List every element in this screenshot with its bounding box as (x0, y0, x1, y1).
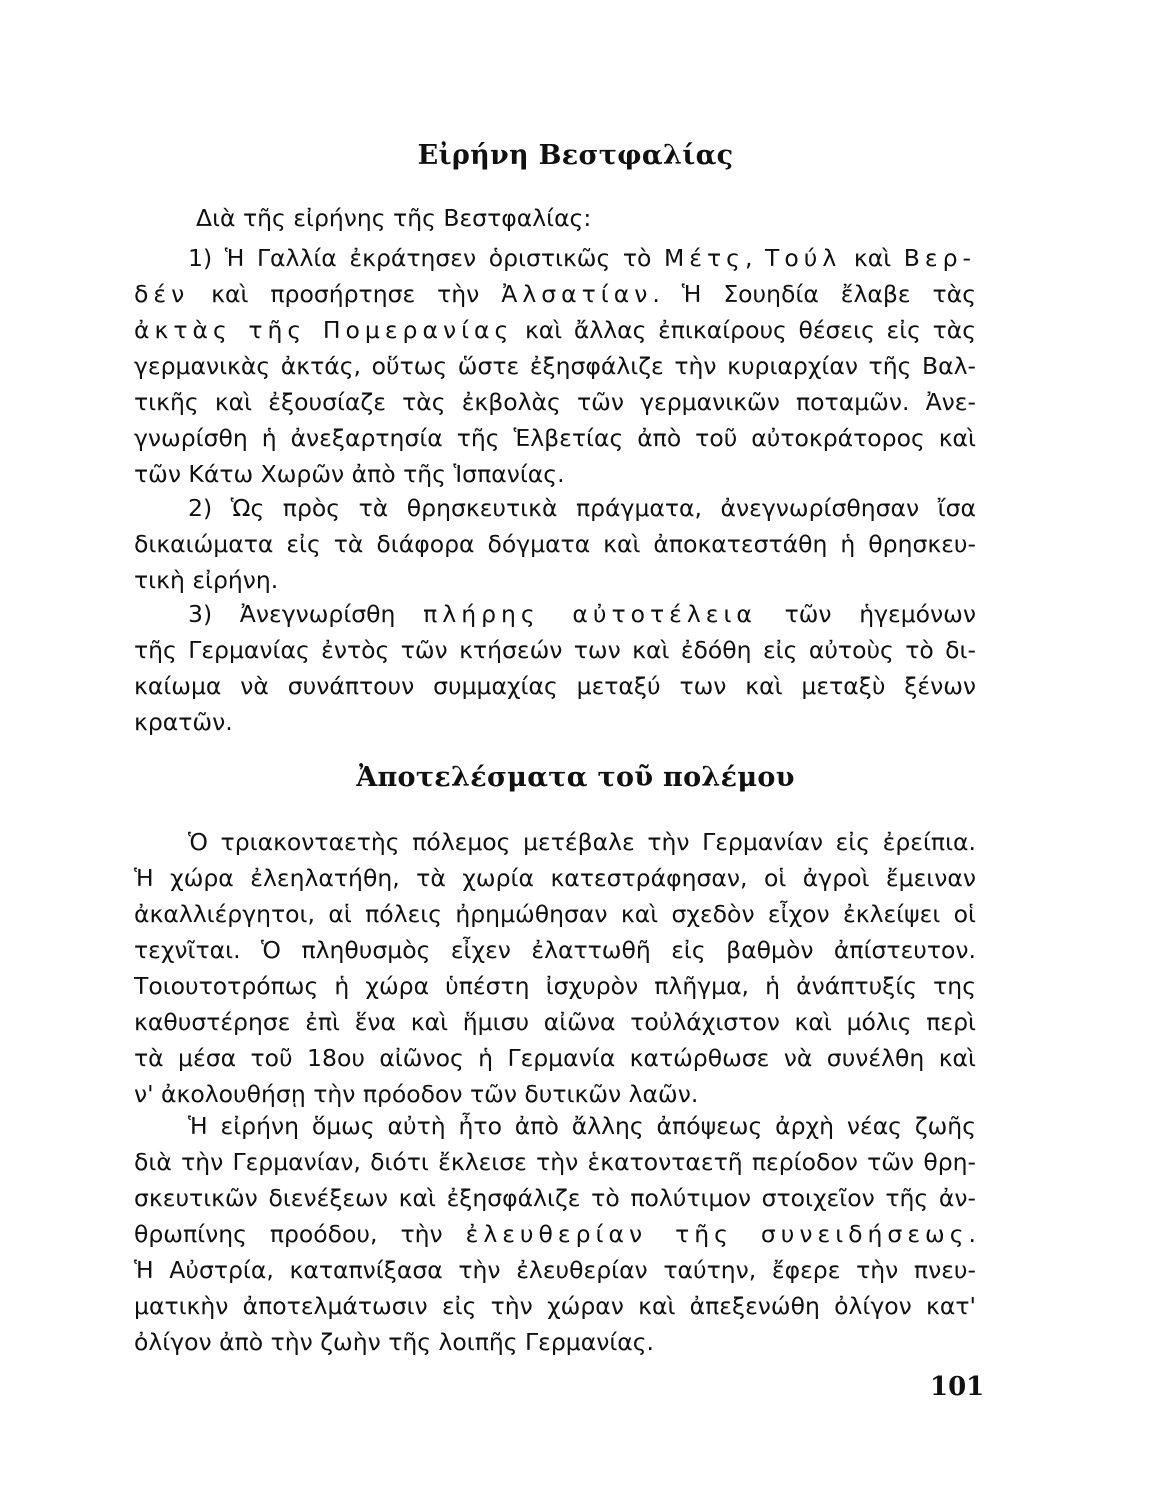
paragraph-line: δέν καὶ προσήρτησε τὴν Ἀλσατίαν. Ἡ Σουηδία ἔλαβε τὰς (134, 280, 976, 308)
paragraph-line: διὰ τὴν Γερμανίαν, διότι ἔκλεισε τὴν ἑκατονταετῆ περίοδον τῶν θρη- (134, 1148, 976, 1176)
paragraph-line: τικῆς καὶ ἐξουσίαζε τὰς ἐκβολὰς τῶν γερμανικῶν ποταμῶν. Ἀνε- (134, 388, 976, 416)
intro-line: Διὰ τῆς εἰρήνης τῆς Βεστφαλίας: (196, 204, 592, 232)
paragraph-line: Ἡ Αὐστρία, καταπνίξασα τὴν ἐλευθερίαν ταύτην, ἔφερε τὴν πνευ- (134, 1256, 976, 1284)
paragraph-line: θρωπίνης προόδου, τὴν ἐλευθερίαν τῆς συνειδήσεως. (134, 1220, 976, 1248)
paragraph-line: 2) Ὡς πρὸς τὰ θρησκευτικὰ πράγματα, ἀνεγνωρίσθησαν ἴσα (188, 494, 976, 522)
paragraph-line: καίωμα νὰ συνάπτουν συμμαχίας μεταξύ των καὶ μεταξὺ ξένων (134, 672, 976, 700)
paragraph-line: κρατῶν. (134, 708, 233, 736)
paragraph-line: τεχνῖται. Ὁ πληθυσμὸς εἶχεν ἐλαττωθῆ εἰς βαθμὸν ἀπίστευτον. (134, 936, 976, 964)
paragraph-line: ὀλίγον ἀπὸ τὴν ζωὴν τῆς λοιπῆς Γερμανίας. (134, 1328, 655, 1356)
paragraph-line: τικὴ εἰρήνη. (134, 566, 279, 594)
paragraph-line: ἀκτὰς τῆς Πομερανίας καὶ ἄλλας ἐπικαίρους θέσεις εἰς τὰς (134, 316, 976, 344)
heading-results-of-war: Ἀποτελέσματα τοῦ πολέμου (356, 762, 795, 793)
paragraph-line: γερμανικὰς ἀκτάς, οὕτως ὥστε ἐξησφάλιζε τὴν κυριαρχίαν τῆς Βαλ- (134, 352, 976, 380)
paragraph-line: Τοιουτοτρόπως ἡ χώρα ὑπέστη ἰσχυρὸν πλῆγμα, ἡ ἀνάπτυξίς της (134, 972, 976, 1000)
paragraph-line: καθυστέρησε ἐπὶ ἕνα καὶ ἥμισυ αἰῶνα τοὐλάχιστον καὶ μόλις περὶ (134, 1008, 976, 1036)
paragraph-line: 1) Ἡ Γαλλία ἐκράτησεν ὁριστικῶς τὸ Μέτς, Τούλ καὶ Βερ- (188, 244, 976, 272)
paragraph-line: τῆς Γερμανίας ἐντὸς τῶν κτήσεών των καὶ ἐδόθη εἰς αὐτοὺς τὸ δι- (134, 636, 976, 664)
paragraph-line: σκευτικῶν διενέξεων καὶ ἐξησφάλιζε τὸ πολύτιμον στοιχεῖον τῆς ἀν- (134, 1184, 976, 1212)
paragraph-line: ἀκαλλιέργητοι, αἱ πόλεις ἠρημώθησαν καὶ σχεδὸν εἶχον ἐκλείψει οἱ (134, 900, 976, 928)
paragraph-line: τῶν Κάτω Χωρῶν ἀπὸ τῆς Ἱσπανίας. (134, 460, 565, 488)
paragraph-line: ματικὴν ἀποτελμάτωσιν εἰς τὴν χώραν καὶ ἀπεξενώθη ὀλίγον κατ' (134, 1292, 976, 1320)
paragraph-line: Ἡ χώρα ἐλεηλατήθη, τὰ χωρία κατεστράφησαν, οἱ ἀγροὶ ἔμειναν (134, 864, 976, 892)
heading-peace-of-westphalia: Εἰρήνη Βεστφαλίας (417, 140, 734, 171)
paragraph-line: Ἡ εἰρήνη ὅμως αὐτὴ ἦτο ἀπὸ ἄλλης ἀπόψεως ἀρχὴ νέας ζωῆς (188, 1112, 976, 1140)
paragraph-line: Ὁ τριακονταετὴς πόλεμος μετέβαλε τὴν Γερμανίαν εἰς ἐρείπια. (188, 828, 976, 856)
paragraph-line: ν' ἀκολουθήσῃ τὴν πρόοδον τῶν δυτικῶν λαῶν. (134, 1080, 699, 1108)
paragraph-line: δικαιώματα εἰς τὰ διάφορα δόγματα καὶ ἀποκατεστάθη ἡ θρησκευ- (134, 530, 976, 558)
paragraph-line: γνωρίσθη ἡ ἀνεξαρτησία τῆς Ἑλβετίας ἀπὸ τοῦ αὐτοκράτορος καὶ (134, 424, 976, 452)
paragraph-line: τὰ μέσα τοῦ 18ου αἰῶνος ἡ Γερμανία κατώρθωσε νὰ συνέλθη καὶ (134, 1044, 976, 1072)
paragraph-line: 3) Ἀνεγνωρίσθη πλήρης αὐτοτέλεια τῶν ἡγεμόνων (188, 600, 976, 628)
page-number: 101 (930, 1372, 985, 1402)
